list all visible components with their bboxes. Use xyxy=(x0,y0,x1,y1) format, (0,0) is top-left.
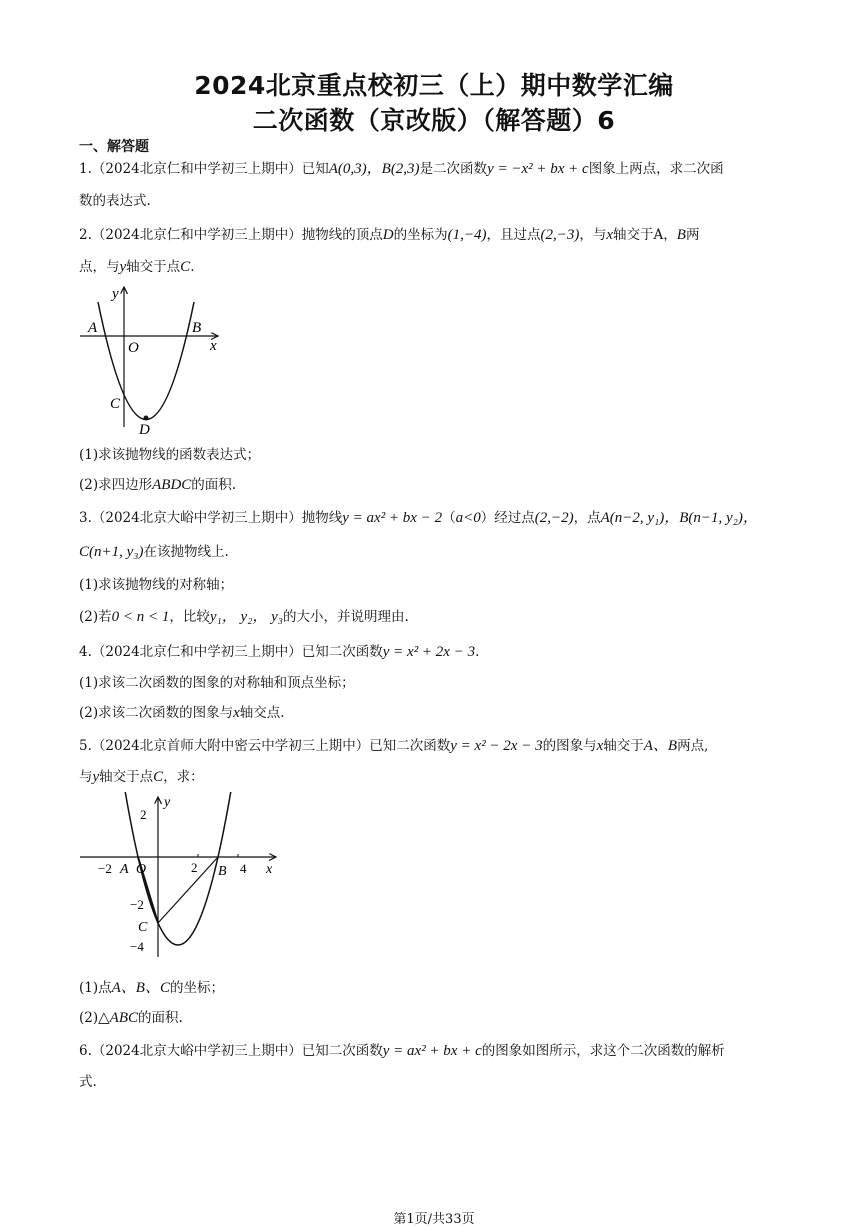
q3-points: A(n−2, y₁)，B(n−1, y₂)， xyxy=(600,510,758,526)
point-c-label: C xyxy=(110,396,121,412)
q5-parabola-figure xyxy=(78,792,288,962)
q3-text: 3.（2024北京大峪中学初三上期中）抛物线 xyxy=(79,510,343,526)
q3-line-1 xyxy=(79,509,758,527)
q2-text: 点，与 xyxy=(79,259,120,275)
point-b-label: B xyxy=(192,320,202,336)
q2-text: (2)求四边形 xyxy=(79,477,153,493)
tick-label-x-2: 2 xyxy=(191,860,198,875)
q4-sub-2 xyxy=(79,704,285,722)
y-axis-label: y xyxy=(164,795,171,810)
q4-function: y = x² + 2x − 3 xyxy=(382,644,476,660)
tick-label-x-minus2: −2 xyxy=(98,861,112,876)
q2-point: (2,−3) xyxy=(540,227,580,243)
q4-sub-1: (1)求该二次函数的图象的对称轴和顶点坐标； xyxy=(79,675,355,691)
q3-sub-2 xyxy=(79,608,409,626)
q5-text: 两点, xyxy=(677,738,709,754)
q4-text: (2)求该二次函数的图象与 xyxy=(79,705,234,721)
page-footer: 第1页/共33页 xyxy=(393,1212,475,1227)
q2-text: 两 xyxy=(685,227,700,243)
q3-text: ，比较 xyxy=(169,609,210,625)
q2-parabola-figure xyxy=(78,282,228,437)
q2-line-2 xyxy=(79,258,194,276)
point-b-label: B xyxy=(218,864,227,879)
q2-var: C xyxy=(180,259,191,275)
q1-text: 是二次函数 xyxy=(419,161,488,177)
q2-var: B xyxy=(676,227,686,243)
q2-line-1 xyxy=(79,226,699,244)
section-label: 一、解答题 xyxy=(79,139,149,155)
q3-condition: a<0 xyxy=(455,510,481,526)
q5-points: A、B、C xyxy=(111,980,170,996)
q3-text: (2)若 xyxy=(79,609,112,625)
q1-line-1 xyxy=(79,160,724,178)
q4-line-1 xyxy=(79,643,479,661)
q3-text: ，点 xyxy=(573,510,601,526)
point-c-label: C xyxy=(138,920,148,935)
q2-text: ，与 xyxy=(579,227,607,243)
q2-text: 的坐标为 xyxy=(393,227,448,243)
q2-var: D xyxy=(382,227,394,243)
q3-point-c: C(n+1, y₃) xyxy=(79,544,144,560)
q6-function: y = ax² + bx + c xyxy=(382,1043,482,1059)
q2-vertex: (1,−4) xyxy=(447,227,487,243)
q1-function: y = −x² + bx + c xyxy=(487,161,589,177)
q5-text: 的图象与 xyxy=(542,738,597,754)
q5-line-2 xyxy=(79,768,204,786)
q2-var: x xyxy=(606,227,614,243)
q1-text: 图象上两点，求二次函 xyxy=(588,161,724,177)
q2-sub-1: (1)求该抛物线的函数表达式； xyxy=(79,447,261,463)
q5-text: (2) xyxy=(79,1010,99,1026)
page-title-line-1: 2024北京重点校初三（上）期中数学汇编 xyxy=(194,71,674,100)
q5-sub-1 xyxy=(79,979,224,997)
q3-text: ）经过点 xyxy=(480,510,535,526)
q2-text: 2.（2024北京仁和中学初三上期中）抛物线的顶点 xyxy=(79,227,383,243)
q3-point: (2,−2) xyxy=(534,510,574,526)
q1-line-2: 数的表达式. xyxy=(79,193,151,209)
q2-sub-2 xyxy=(79,476,236,494)
q5-text: 与 xyxy=(79,769,93,785)
q5-points: A、B xyxy=(643,738,678,754)
q6-text: 的图象如图所示，求这个二次函数的解析 xyxy=(481,1043,725,1059)
q5-sub-2 xyxy=(79,1009,183,1027)
q5-line-1 xyxy=(79,737,708,755)
q3-sub-1: (1)求该抛物线的对称轴； xyxy=(79,577,234,593)
q5-var: C xyxy=(153,769,164,785)
q5-var: x xyxy=(596,738,604,754)
tick-label-y-2: 2 xyxy=(140,807,147,822)
q2-text: 轴交于点 xyxy=(126,259,181,275)
q4-text: 轴交点. xyxy=(239,705,285,721)
q1-points: A(0,3)，B(2,3) xyxy=(328,161,420,177)
x-axis-label: x xyxy=(210,338,217,354)
q5-triangle: △ABC xyxy=(98,1010,138,1026)
vertex-point xyxy=(144,416,149,421)
q3-function: y = ax² + bx − 2 xyxy=(342,510,443,526)
q4-var: x xyxy=(233,705,240,721)
q6-line-2: 式. xyxy=(79,1074,97,1090)
x-axis-label: x xyxy=(266,862,273,877)
q4-text: . xyxy=(475,644,480,660)
q3-values: y₁， y₂， y₃ xyxy=(209,609,283,625)
q2-text: . xyxy=(190,259,195,275)
q5-text: (1)点 xyxy=(79,980,112,996)
q2-text: 的面积. xyxy=(191,477,237,493)
q5-function: y = x² − 2x − 3 xyxy=(450,738,543,754)
q5-text: 轴交于 xyxy=(603,738,644,754)
q3-text: （ xyxy=(442,510,456,526)
q5-text: 的面积. xyxy=(138,1010,183,1026)
q3-range: 0 < n < 1 xyxy=(111,609,170,625)
q3-text: 的大小，并说明理由. xyxy=(283,609,409,625)
tick-label-y-minus2: −2 xyxy=(130,897,144,912)
origin-label: O xyxy=(128,340,139,356)
q3-line-2 xyxy=(79,543,229,561)
q5-text: ，求： xyxy=(163,769,204,785)
q4-text: 4.（2024北京仁和中学初三上期中）已知二次函数 xyxy=(79,644,383,660)
q3-text: 在该抛物线上. xyxy=(143,544,229,560)
y-axis-label: y xyxy=(112,286,119,302)
q2-text: ，且过点 xyxy=(486,227,541,243)
q1-text: 1.（2024北京仁和中学初三上期中）已知 xyxy=(79,161,329,177)
q5-text: 5.（2024北京首师大附中密云中学初三上期中）已知二次函数 xyxy=(79,738,451,754)
q5-text: 的坐标； xyxy=(169,980,224,996)
q6-text: 6.（2024北京大峪中学初三上期中）已知二次函数 xyxy=(79,1043,383,1059)
tick-label-x-4: 4 xyxy=(240,861,247,876)
q2-quad: ABDC xyxy=(152,477,192,493)
tick-label-y-minus4: −4 xyxy=(130,939,144,954)
origin-label: O xyxy=(136,862,147,877)
q2-var: y xyxy=(119,259,127,275)
q2-text: 轴交于A， xyxy=(613,227,677,243)
q5-text: 轴交于点 xyxy=(99,769,154,785)
point-a-label: A xyxy=(88,320,98,336)
page-title-line-2: 二次函数（京改版）（解答题）6 xyxy=(252,106,616,135)
point-a-label: A xyxy=(120,862,129,877)
q6-line-1 xyxy=(79,1042,725,1060)
q5-var: y xyxy=(92,769,100,785)
point-d-label: D xyxy=(139,422,150,437)
